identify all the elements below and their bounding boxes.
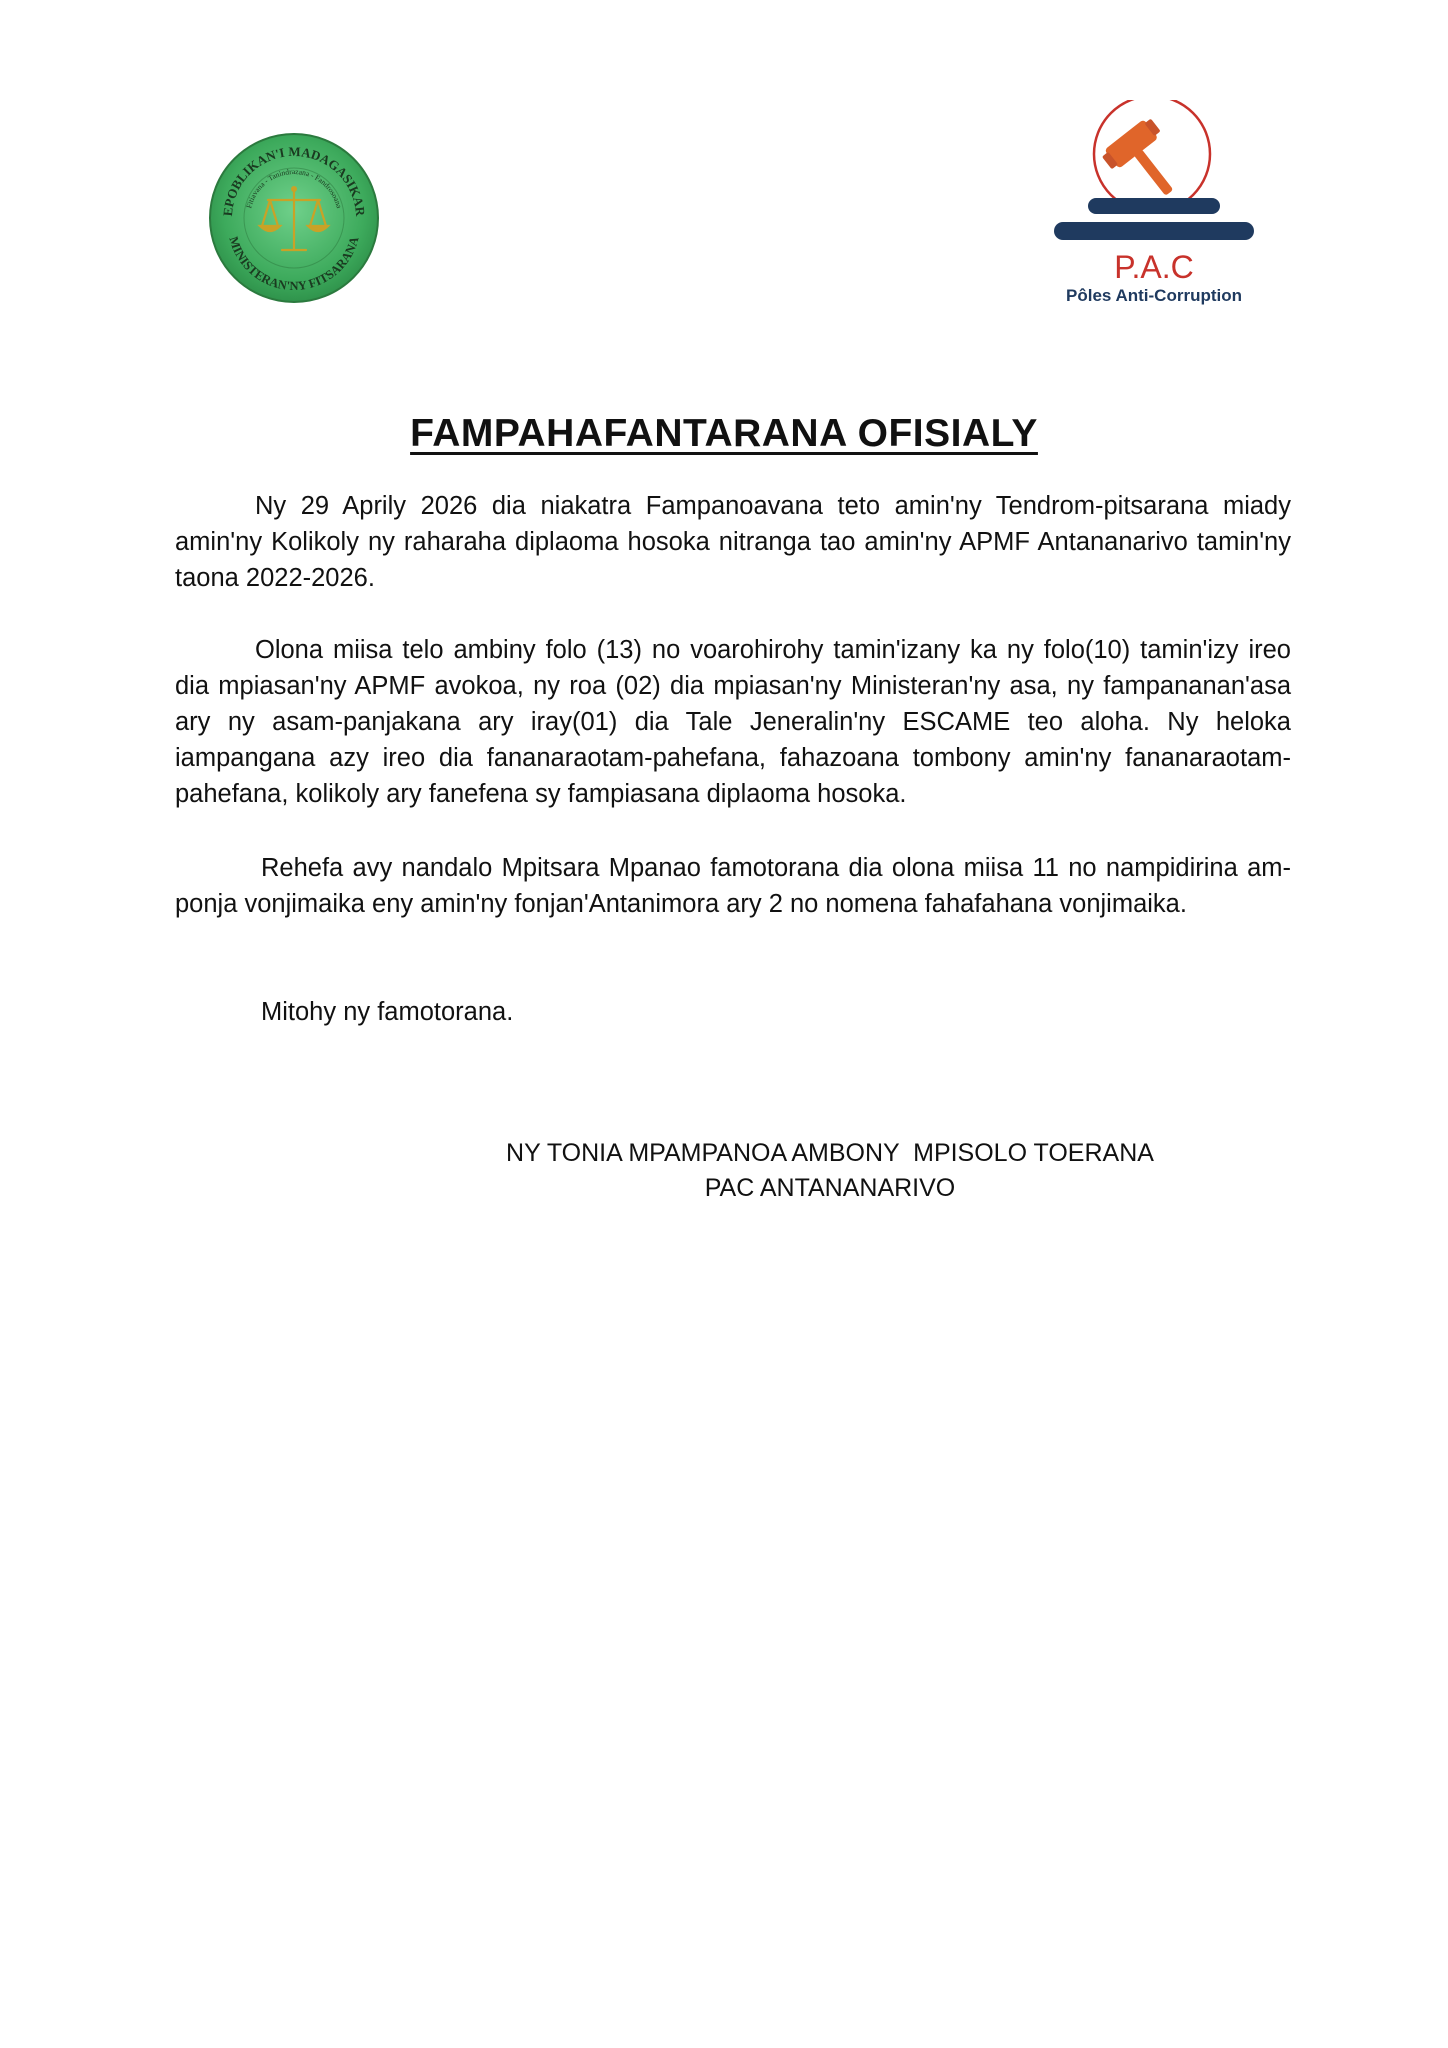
pac-logo xyxy=(1040,100,1260,310)
seal-top-text: EPOBLIKAN'I MADAGASIKAR xyxy=(219,143,369,217)
paragraph-1 xyxy=(175,488,1291,596)
seal-motto: Fitiavana - Tanindrazana - Fandrosoana xyxy=(244,166,344,210)
paragraph-4 xyxy=(175,994,1291,1030)
paragraph-2 xyxy=(175,632,1291,812)
document-title: FAMPAHAFANTARANA OFISIALY xyxy=(410,412,1038,455)
pac-full-name: Pôles Anti-Corruption xyxy=(1066,286,1242,305)
signature-block xyxy=(450,1136,1210,1206)
ministry-seal-icon xyxy=(208,132,380,304)
paragraph-text: Ny 29 Aprily 2026 dia niakatra Fampanoavana teto amin'ny Tendrom-pitsarana miady amin'ny Kolikoly ny raharaha diplaoma hosoka nitranga tao amin'ny APMF Antananarivo tamin'ny taona 2022-2026. xyxy=(175,492,1291,592)
paragraph-text: Mitohy ny famotorana. xyxy=(261,998,514,1026)
signature-title: NY TONIA MPAMPANOA AMBONY MPISOLO TOERANA xyxy=(506,1139,1154,1167)
pac-acronym: P.A.C xyxy=(1114,249,1194,285)
paragraph-3 xyxy=(175,850,1291,922)
seal-bottom-text: MINISTERAN'NY FITSARANA xyxy=(226,234,362,294)
paragraph-text: Olona miisa telo ambiny folo (13) no voarohirohy tamin'izany ka ny folo(10) tamin'izy ireo dia mpiasan'ny APMF avokoa, ny roa (02) dia mpiasan'ny Ministeran'ny asa, ny fampananan'asa ary ny asam-panjakana ary iray(01) dia Tale Jeneralin'ny ESCAME teo aloha. Ny heloka iampangana azy ireo dia fananaraotam-pahefana, fahazoana tombony amin'ny fananaraotam-pahefana, kolikoly ary fanefena sy fampiasana diplaoma hosoka. xyxy=(175,636,1291,808)
paragraph-text: Rehefa avy nandalo Mpitsara Mpanao famotorana dia olona miisa 11 no nampidirina am-ponja vonjimaika eny amin'ny fonjan'Antanimora ary 2 no nomena fahafahana vonjimaika. xyxy=(175,854,1291,918)
signature-office: PAC ANTANANARIVO xyxy=(704,1174,956,1202)
